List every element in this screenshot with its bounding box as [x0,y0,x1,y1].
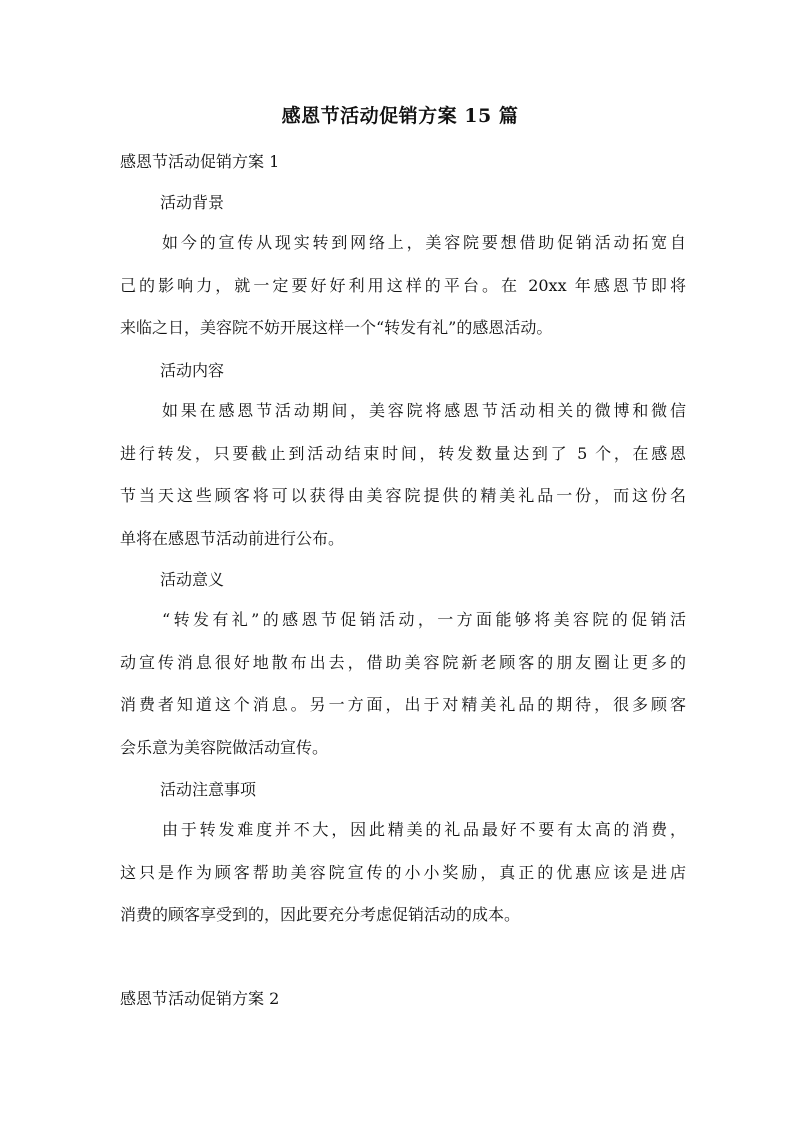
section-heading-significance: 活动意义 [160,570,225,589]
paragraph-content [120,390,686,560]
paragraph-background [120,222,686,350]
paragraph-line: 消费者知道这个消息。另一方面，出于对精美礼品的期待，很多顾客 [120,695,686,714]
paragraph-line: 这只是作为顾客帮助美容院宣传的小小奖励，真正的优惠应该是进店 [120,862,686,882]
paragraph-line: “转发有礼”的感恩节促销活动，一方面能够将美容院的促销活 [162,610,686,629]
paragraph-notes [120,809,686,937]
paragraph-line: 如今的宣传从现实转到网络上，美容院要想借助促销活动拓宽自 [162,233,686,252]
paragraph-line: 单将在感恩节活动前进行公布。 [120,528,345,548]
paragraph-line: 由于转发难度并不大，因此精美的礼品最好不要有太高的消费， [162,820,686,839]
paragraph-line: 如果在感恩节活动期间，美容院将感恩节活动相关的微博和微信 [162,401,686,420]
section-heading-notes: 活动注意事项 [160,780,257,799]
document-title: 感恩节活动促销方案 15 篇 [281,105,519,127]
paragraph-line: 己的影响力，就一定要好好利用这样的平台。在 20xx 年感恩节即将 [120,275,686,295]
section-heading-content: 活动内容 [160,361,225,380]
paragraph-line: 节当天这些顾客将可以获得由美容院提供的精美礼品一份，而这份名 [120,486,686,505]
plan-1-title: 感恩节活动促销方案 1 [120,152,280,171]
paragraph-line: 动宣传消息很好地散布出去，借助美容院新老顾客的朋友圈让更多的 [120,652,686,672]
paragraph-significance [120,599,686,769]
paragraph-line: 进行转发，只要截止到活动结束时间，转发数量达到了 5 个，在感恩 [120,443,686,463]
paragraph-line: 消费的顾客享受到的，因此要充分考虑促销活动的成本。 [120,905,521,924]
paragraph-line: 来临之日，美容院不妨开展这样一个“转发有礼”的感恩活动。 [120,318,553,337]
paragraph-line: 会乐意为美容院做活动宣传。 [120,737,329,757]
section-heading-background: 活动背景 [160,193,225,212]
plan-2-title: 感恩节活动促销方案 2 [120,989,280,1008]
